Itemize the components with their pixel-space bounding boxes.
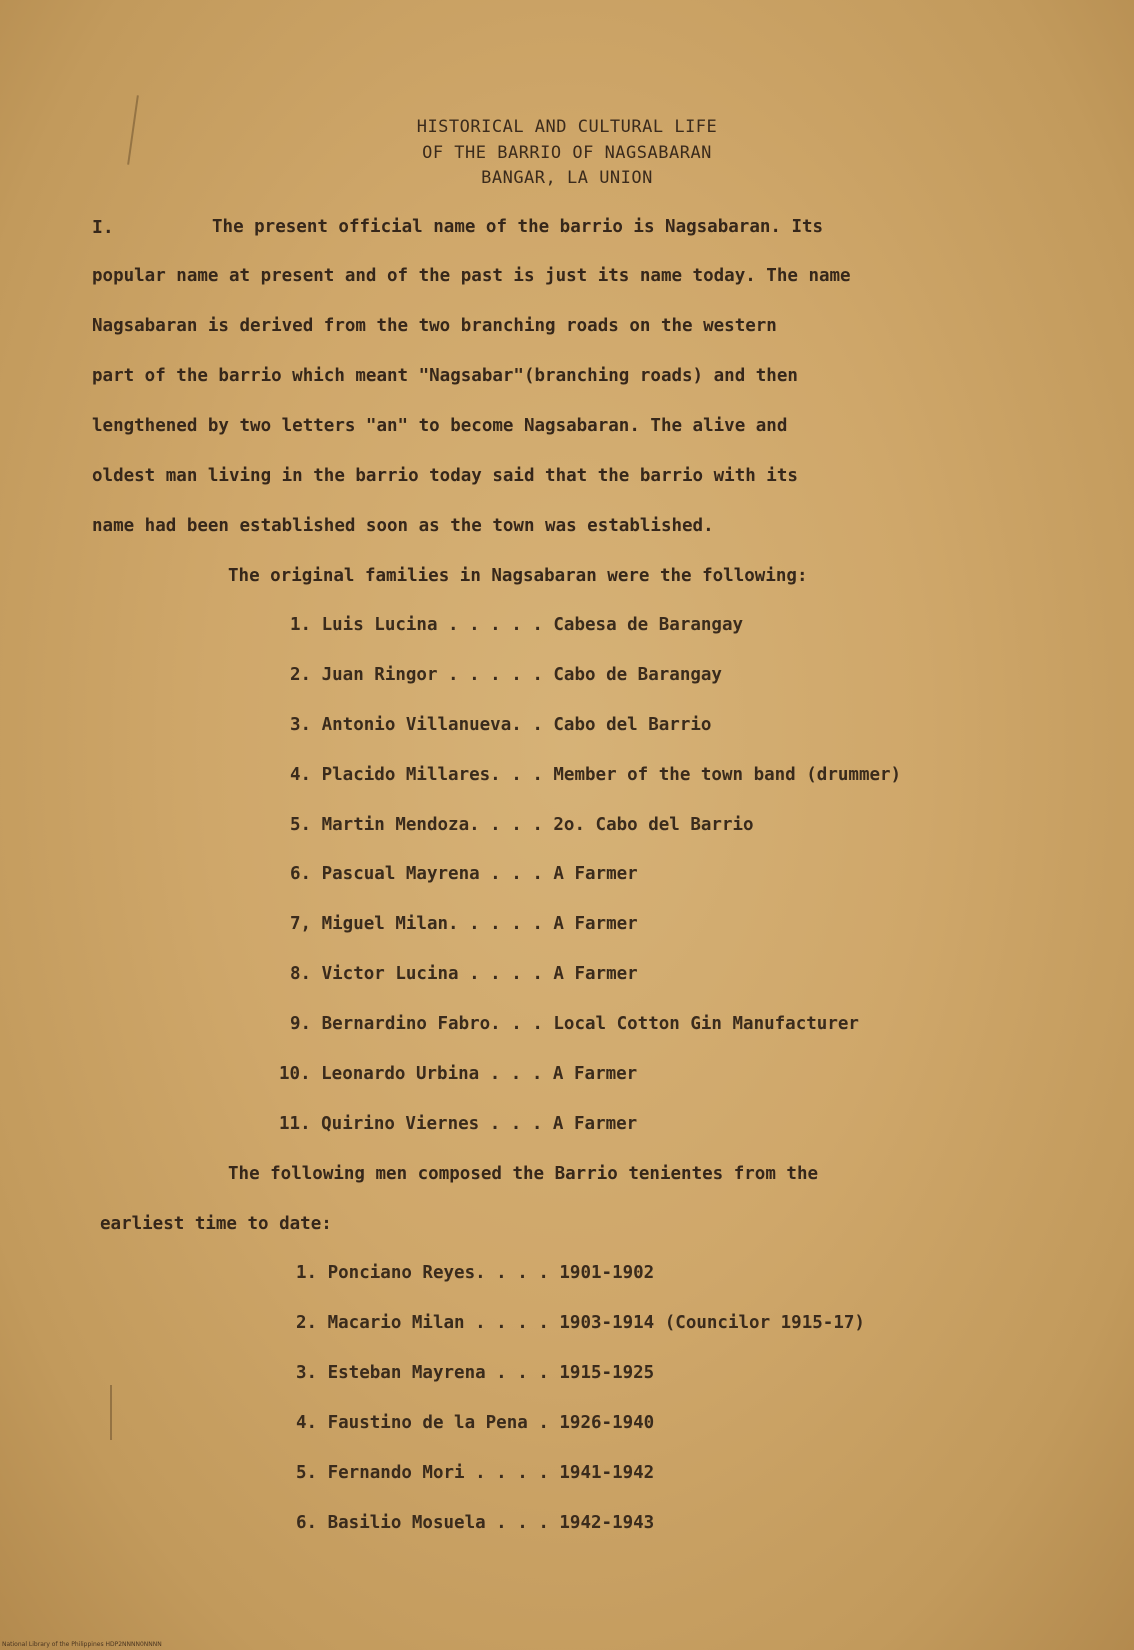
teniente-item-4: 4. Faustino de la Pena . 1926-1940 bbox=[296, 1413, 655, 1433]
family-item-9: 9. Bernardino Fabro. . . Local Cotton Gin Manufacturer bbox=[290, 1014, 859, 1034]
teniente-item-6: 6. Basilio Mosuela . . . 1942-1943 bbox=[296, 1513, 655, 1533]
pencil-mark-lower bbox=[110, 1385, 112, 1440]
teniente-item-1: 1. Ponciano Reyes. . . . 1901-1902 bbox=[296, 1263, 655, 1283]
paragraph-line-6: oldest man living in the barrio today said that the barrio with its bbox=[92, 466, 798, 486]
tenientes-intro-line-2: earliest time to date: bbox=[100, 1214, 332, 1234]
paragraph-line-2: popular name at present and of the past is just its name today. The name bbox=[92, 266, 851, 286]
family-item-3: 3. Antonio Villanueva. . Cabo del Barrio bbox=[290, 715, 712, 735]
families-intro: The original families in Nagsabaran were the following: bbox=[228, 566, 808, 586]
paragraph-line-7: name had been established soon as the town was established. bbox=[92, 516, 714, 536]
teniente-item-5: 5. Fernando Mori . . . . 1941-1942 bbox=[296, 1463, 655, 1483]
teniente-item-2: 2. Macario Milan . . . . 1903-1914 (Councilor 1915-17) bbox=[296, 1313, 865, 1333]
section-number: I. bbox=[92, 217, 114, 238]
family-item-8: 8. Victor Lucina . . . . A Farmer bbox=[290, 964, 638, 984]
teniente-item-3: 3. Esteban Mayrena . . . 1915-1925 bbox=[296, 1363, 655, 1383]
family-item-7: 7, Miguel Milan. . . . . A Farmer bbox=[290, 914, 638, 934]
family-item-4: 4. Placido Millares. . . Member of the town band (drummer) bbox=[290, 765, 902, 785]
paragraph-line-1: The present official name of the barrio is Nagsabaran. Its bbox=[212, 217, 824, 237]
family-item-1: 1. Luis Lucina . . . . . Cabesa de Barangay bbox=[290, 615, 744, 635]
paragraph-line-3: Nagsabaran is derived from the two branching roads on the western bbox=[92, 316, 777, 336]
paragraph-line-5: lengthened by two letters "an" to become Nagsabaran. The alive and bbox=[92, 416, 788, 436]
title-line-2: OF THE BARRIO OF NAGSABARAN bbox=[422, 143, 712, 163]
family-item-11: 11. Quirino Viernes . . . A Farmer bbox=[279, 1114, 638, 1134]
title-line-3: BANGAR, LA UNION bbox=[481, 168, 653, 188]
family-item-5: 5. Martin Mendoza. . . . 2o. Cabo del Barrio bbox=[290, 815, 754, 835]
family-item-2: 2. Juan Ringor . . . . . Cabo de Barangay bbox=[290, 665, 722, 685]
family-item-10: 10. Leonardo Urbina . . . A Farmer bbox=[279, 1064, 638, 1084]
tenientes-intro-line-1: The following men composed the Barrio tenientes from the bbox=[228, 1164, 819, 1184]
archive-footer: National Library of the Philippines HDP2NNNN0NNNN bbox=[2, 1641, 162, 1648]
paragraph-line-4: part of the barrio which meant "Nagsabar"(branching roads) and then bbox=[92, 366, 798, 386]
family-item-6: 6. Pascual Mayrena . . . A Farmer bbox=[290, 864, 638, 884]
title-line-1: HISTORICAL AND CULTURAL LIFE bbox=[416, 117, 718, 137]
